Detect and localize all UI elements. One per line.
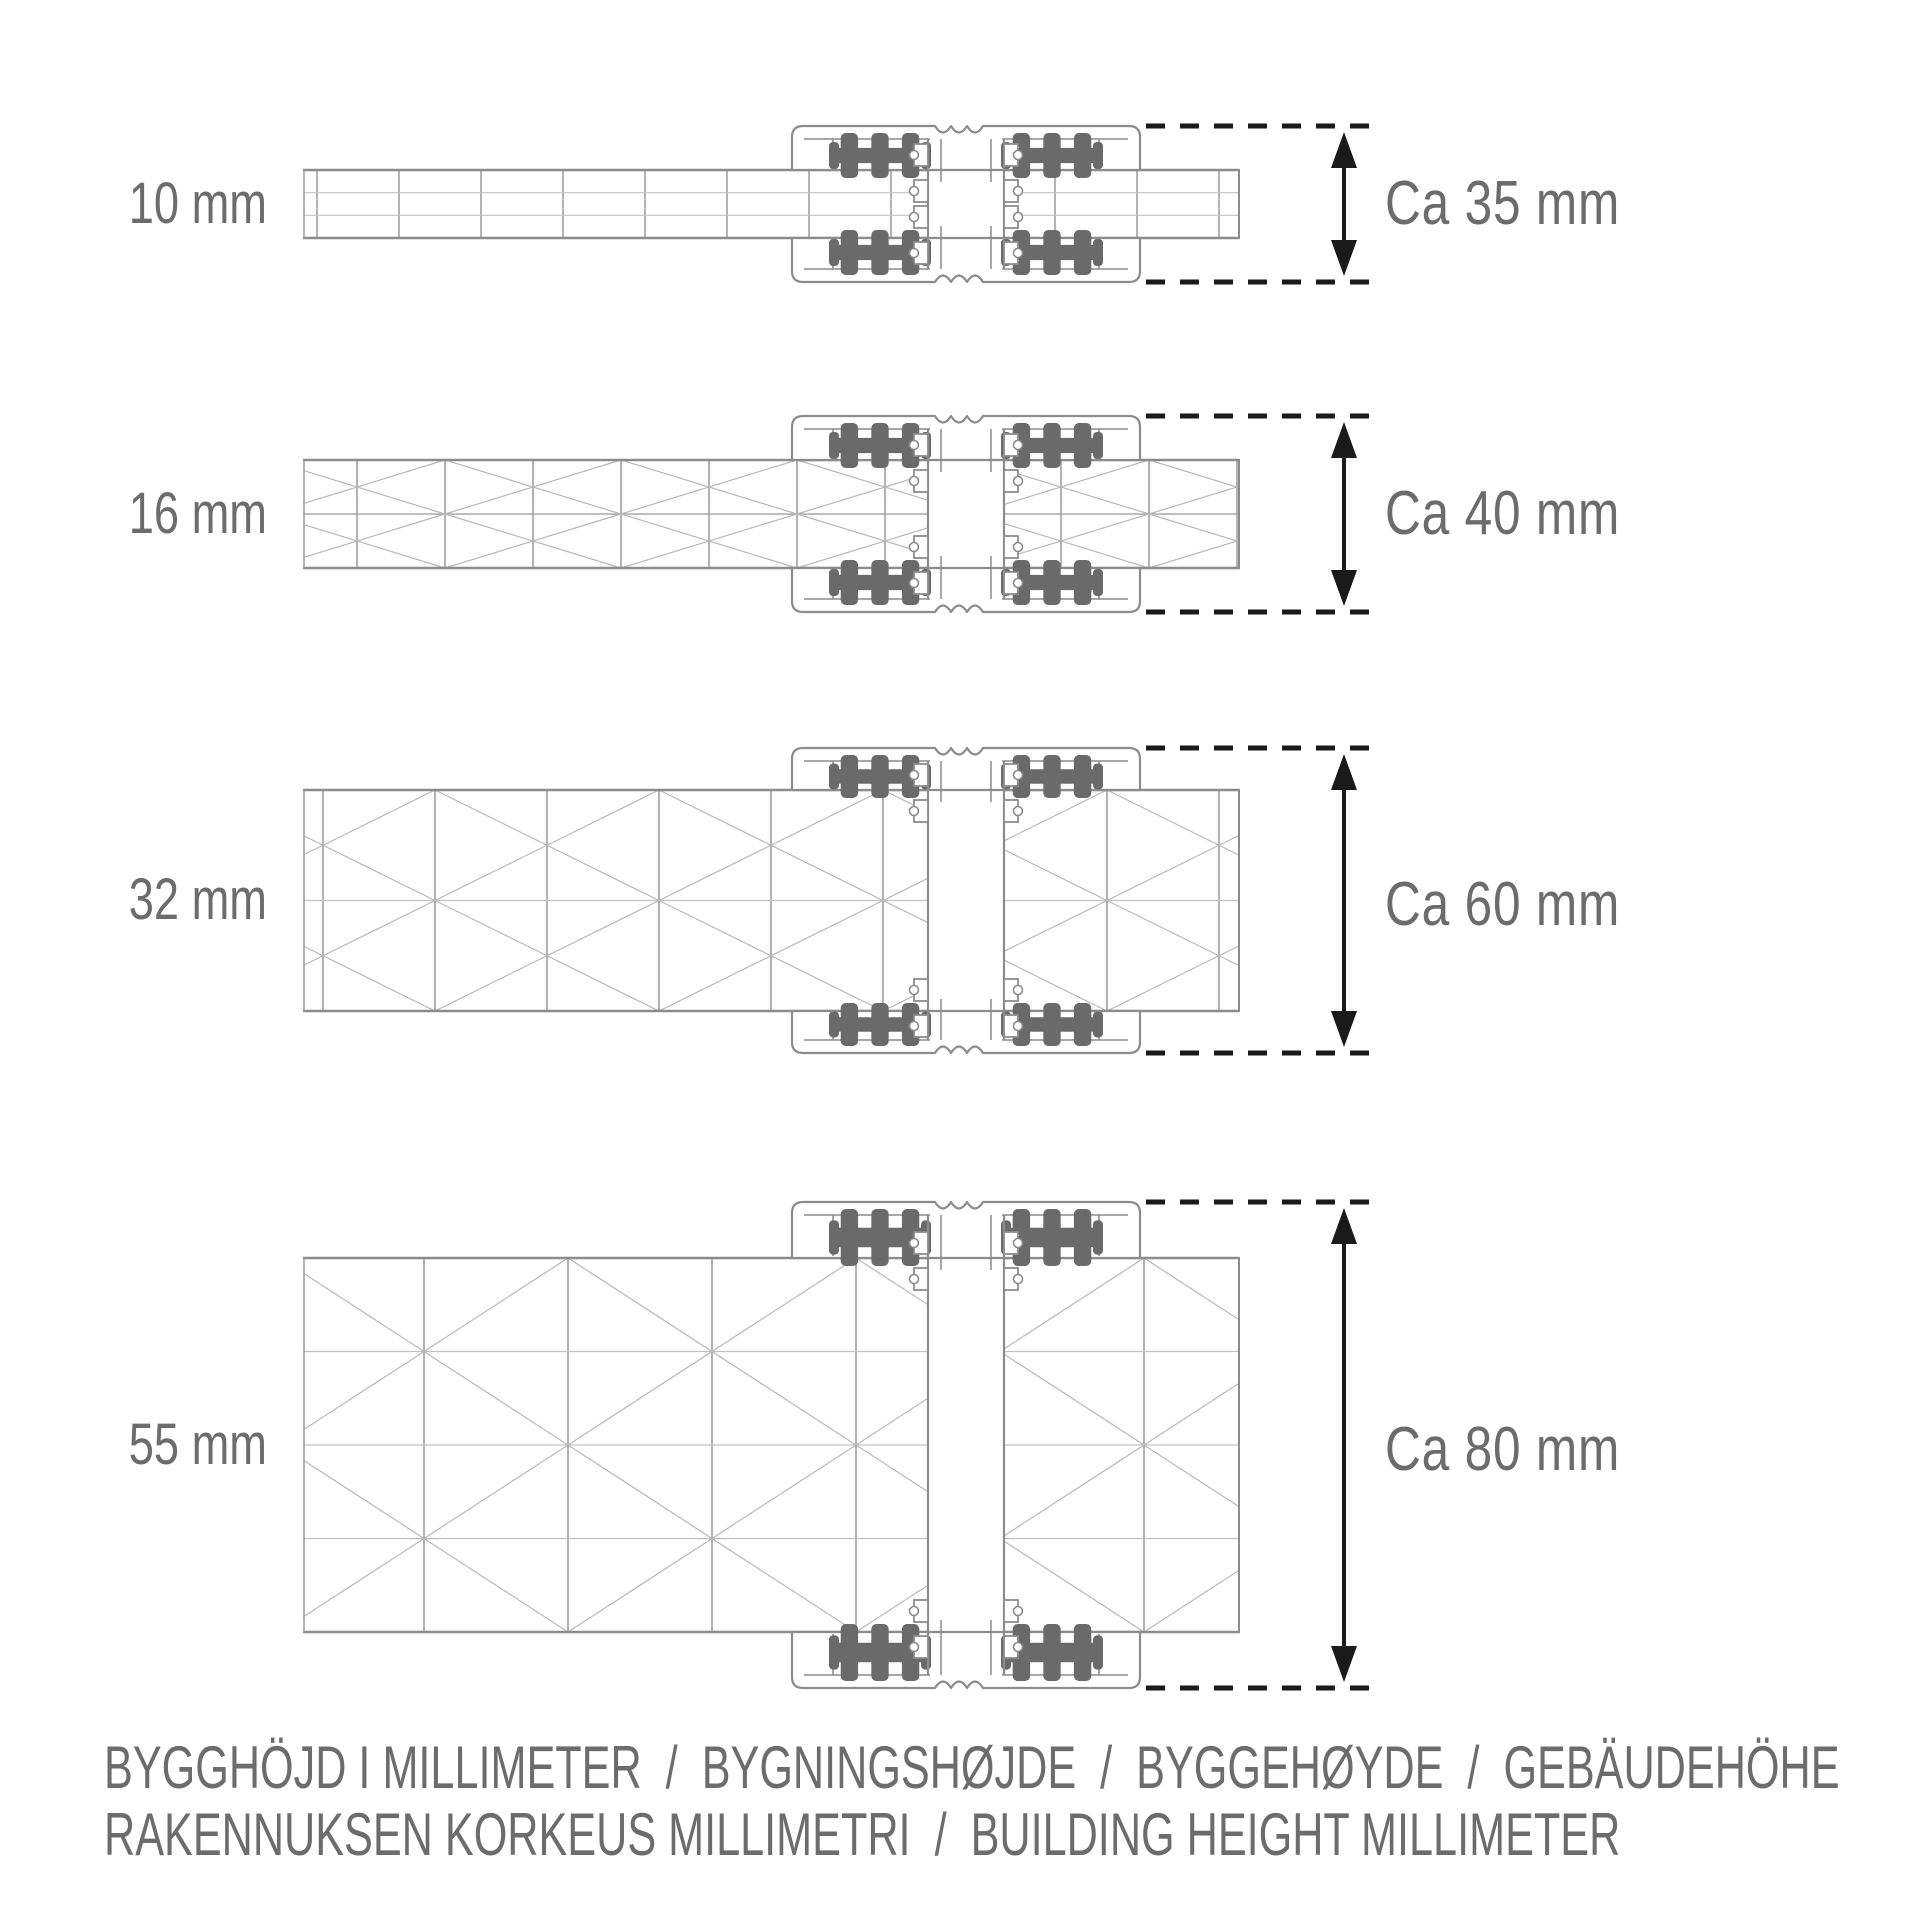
arrowhead-up-icon bbox=[1331, 1208, 1357, 1244]
building-height-label-80mm: Ca 80 mm bbox=[1385, 1415, 1621, 1484]
panel-web-pattern bbox=[303, 170, 1239, 238]
panel-edges bbox=[303, 169, 1239, 239]
panel-thickness-label-16mm: 16 mm bbox=[128, 481, 267, 546]
arrowhead-down-icon bbox=[1331, 240, 1357, 276]
arrowhead-down-icon bbox=[1331, 570, 1357, 606]
panel-thickness-label-55mm: 55 mm bbox=[128, 1412, 267, 1477]
section-10mm bbox=[303, 126, 1382, 282]
panel-thickness-label-10mm: 10 mm bbox=[128, 171, 267, 236]
arrowhead-up-icon bbox=[1331, 132, 1357, 168]
caption-line-1: BYGGHÖJD I MILLIMETER / BYGNINGSHØJDE / BYGGEHØYDE / GEBÄUDEHÖHE bbox=[104, 1734, 1840, 1801]
dimension-indicator bbox=[1146, 126, 1382, 282]
caption-line-2: RAKENNUKSEN KORKEUS MILLIMETRI / BUILDING HEIGHT MILLIMETER bbox=[104, 1801, 1621, 1868]
building-height-label-60mm: Ca 60 mm bbox=[1385, 870, 1621, 939]
building-height-label-40mm: Ca 40 mm bbox=[1385, 479, 1621, 548]
panel-thickness-label-32mm: 32 mm bbox=[128, 867, 267, 932]
arrowhead-up-icon bbox=[1331, 422, 1357, 458]
building-height-label-35mm: Ca 35 mm bbox=[1385, 169, 1621, 238]
arrowhead-down-icon bbox=[1331, 1011, 1357, 1047]
arrowhead-up-icon bbox=[1331, 754, 1357, 790]
arrowhead-down-icon bbox=[1331, 1646, 1357, 1682]
